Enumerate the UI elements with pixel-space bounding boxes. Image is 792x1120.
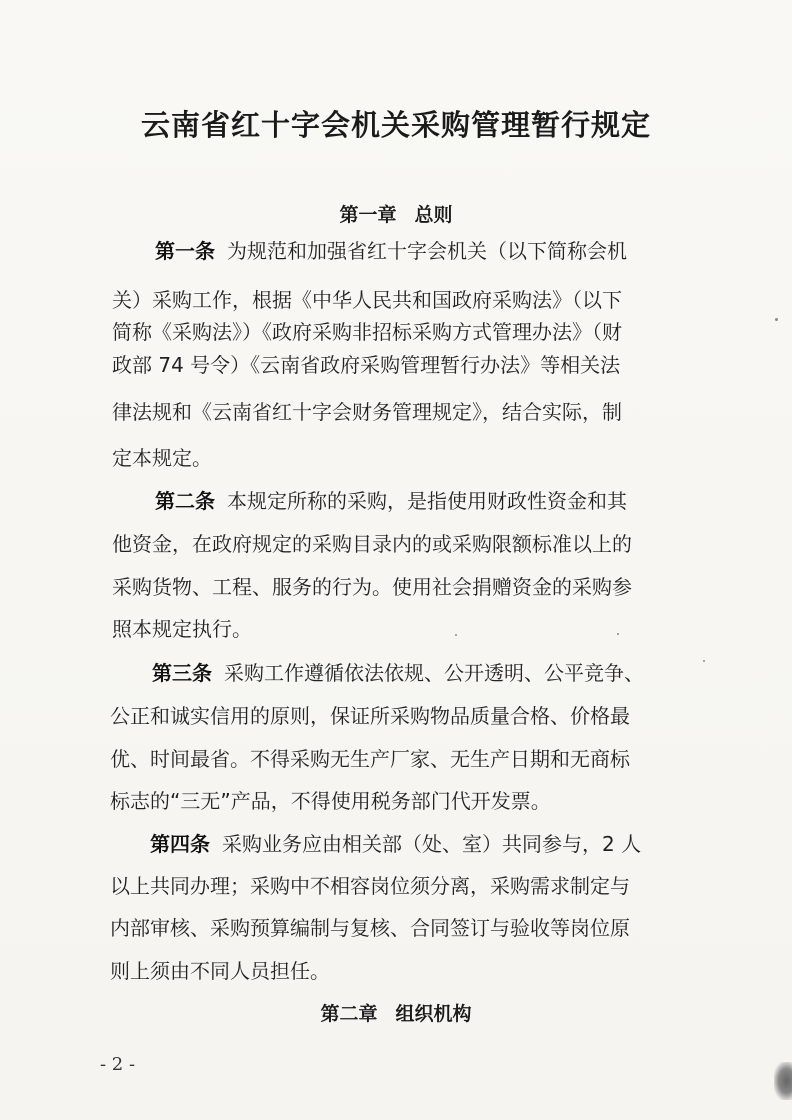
article-2-line-1 (155, 489, 627, 513)
article-3-line-4: 标志的“三无”产品，不得使用税务部门代开发票。 (110, 789, 551, 813)
chapter-heading-1 (0, 200, 792, 227)
article-label: 第二条 (155, 489, 215, 513)
scan-speck (455, 634, 457, 636)
article-text: 为规范和加强省红十字会机关（以下简称会机 (227, 239, 627, 263)
scan-speck (775, 318, 778, 321)
scan-speck (617, 633, 619, 635)
scan-edge-mark (774, 1062, 792, 1100)
document-title: 云南省红十字会机关采购管理暂行规定 (140, 108, 651, 142)
chapter-label: 第二章 (320, 1003, 378, 1025)
chapter-name: 组织机构 (395, 1003, 472, 1025)
article-1-line-1 (155, 239, 627, 263)
article-label: 第三条 (152, 661, 212, 685)
article-2-line-2: 他资金，在政府规定的采购目录内的或采购限额标准以上的 (112, 532, 632, 556)
article-3-line-2: 公正和诚实信用的原则，保证所采购物品质量合格、价格最 (110, 704, 630, 728)
chapter-label: 第一章 (339, 204, 397, 226)
article-text: 采购业务应由相关部（处、室）共同参与，2 人 (222, 832, 642, 856)
article-label: 第四条 (150, 832, 210, 856)
article-3-line-1 (152, 661, 644, 685)
article-4-line-1 (150, 832, 641, 856)
chapter-name: 总则 (414, 204, 453, 226)
article-4-line-3: 内部审核、采购预算编制与复核、合同签订与验收等岗位原 (110, 916, 630, 940)
article-3-line-3: 优、时间最省。不得采购无生产厂家、无生产日期和无商标 (110, 747, 630, 771)
article-4-line-4: 则上须由不同人员担任。 (110, 959, 330, 983)
article-4-line-2: 以上共同办理；采购中不相容岗位须分离，采购需求制定与 (110, 874, 630, 898)
scan-speck (703, 660, 705, 662)
article-text: 采购工作遵循依法依规、公开透明、公平竞争、 (224, 661, 644, 685)
article-1-line-4: 政部 74 号令）《云南省政府采购管理暂行办法》等相关法 (112, 353, 621, 377)
article-1-line-3: 简称《采购法》）《政府采购非招标采购方式管理办法》（财 (112, 320, 622, 344)
article-2-line-3: 采购货物、工程、服务的行为。使用社会捐赠资金的采购参 (112, 575, 632, 599)
article-1-line-6: 定本规定。 (112, 446, 212, 470)
article-1-line-2: 关）采购工作，根据《中华人民共和国政府采购法》（以下 (112, 288, 622, 312)
article-1-line-5: 律法规和《云南省红十字会财务管理规定》，结合实际，制 (112, 400, 622, 424)
article-label: 第一条 (155, 239, 215, 263)
article-2-line-4: 照本规定执行。 (112, 617, 252, 641)
article-text: 本规定所称的采购，是指使用财政性资金和其 (227, 489, 627, 513)
page-number: - 2 - (100, 1054, 136, 1075)
chapter-heading-2 (0, 999, 792, 1026)
